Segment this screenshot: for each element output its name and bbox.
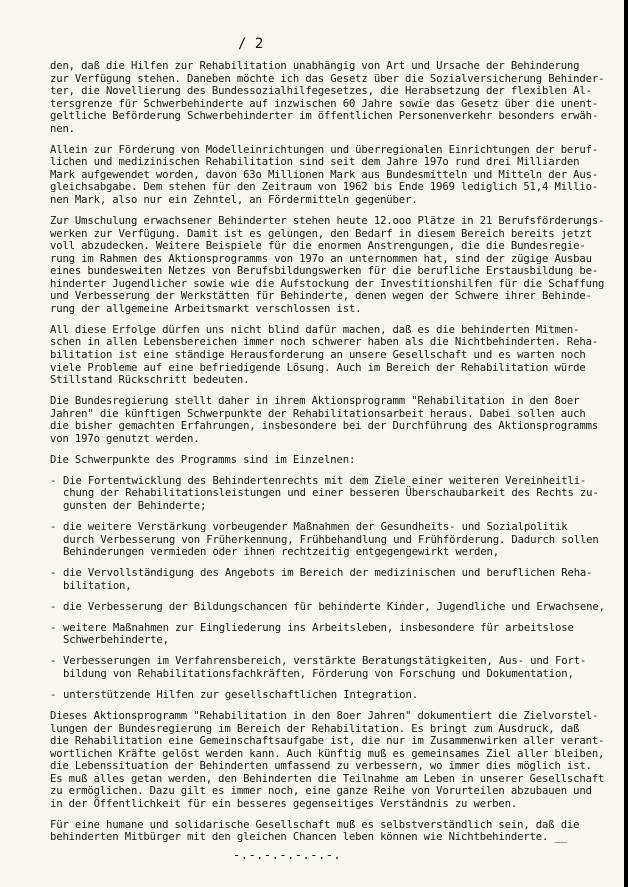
text-line: All diese Erfolge dürfen uns nicht blind dafür machen, daß es die behinderten Mitmen- <box>50 323 580 336</box>
text-line: ter, die Novellierung des Bundessozialhilfegesetzes, die Herabsetzung der flexiblen Al- <box>50 85 592 98</box>
text-line: Zur Umschulung erwachsener Behinderter stehen heute 12.ooo Plätze in 21 Berufsförderungs- <box>50 215 605 228</box>
bullet-dash: - <box>50 600 57 613</box>
text-line: die weitere Verstärkung vorbeugender Maßnahmen der Gesundheits- und Sozialpolitik <box>63 521 568 533</box>
text-line: tersgrenze für Schwerbehinderte auf inzwischen 60 Jahre sowie das Gesetz über die unent- <box>50 97 599 110</box>
text-line: Die Schwerpunkte des Programms sind im Einzelnen: <box>50 453 356 466</box>
text-line: chung der Rehabilitationsleistungen und einer besseren Überschaubarkeit des Rechts zu- <box>63 487 599 500</box>
paragraph-group-bottom <box>50 710 606 844</box>
text-line: die Lebenssituation der Behinderten umfassend zu verbessern, wo immer dies möglich ist. <box>50 760 592 773</box>
paragraph <box>50 710 606 810</box>
paragraph <box>50 60 606 135</box>
text-line: die bisher gemachten Erfahrungen, insbesondere bei der Durchführung des Aktionsprogramms <box>50 420 599 433</box>
text-line: Es muß alles getan werden, den Behinderten die Teilnahme am Leben in unserer Gesellschaft <box>50 772 605 785</box>
text-line: Die Bundesregierung stellt daher in ihrem Aktionsprogramm "Rehabilitation in den 8oer <box>50 395 580 408</box>
text-line: die Rehabilitation eine Gemeinschaftsaufgabe ist, die nur im Zusammenwirken aller verant- <box>50 735 605 748</box>
text-line: wortlichen Kräfte gelöst werden kann. Auch künftig muß es gemeinsames Ziel aller bleiben, <box>50 747 605 760</box>
text-line: behinderten Mitbürger mit den gleichen Chancen leben können wie Nichtbehinderte. __ <box>50 831 567 844</box>
text-line: weitere Maßnahmen zur Eingliederung ins Arbeitsleben, insbesondere für arbeitslose <box>63 621 574 634</box>
list-item <box>50 567 606 592</box>
text-line: Die Fortentwicklung des Behindertenrechts mit dem Ziele einer weiteren Vereinheitli- <box>63 474 587 487</box>
text-line: zu ermöglichen. Dazu gilt es immer noch, eine ganze Reihe von Vorurteilen abzubauen und <box>50 785 592 798</box>
text-line: gunsten der Behinderte; <box>63 499 207 512</box>
paragraph <box>50 144 606 207</box>
text-line: und Verbesserung der Werkstätten für Behinderte, denen wegen der Schwere ihrer Behinde- <box>50 290 592 303</box>
paragraph-group-top <box>50 60 606 466</box>
text-line: voll abzudecken. Weitere Beispiele für die enormen Anstrengungen, die die Bundesregie- <box>50 240 586 253</box>
text-line: Verbesserungen im Verfahrensbereich, verstärkte Beratungstätigkeiten, Aus- und Fort- <box>63 655 587 668</box>
paragraph <box>50 819 606 844</box>
list-item <box>50 655 606 680</box>
text-line: durch Verbesserung von Früherkennung, Frühbehandlung und Frühförderung. Dadurch sollen <box>63 533 599 546</box>
text-line: gleichsabgabe. Dem stehen für den Zeitraum von 1962 bis Ende 1969 lediglich 51,4 Millio- <box>50 181 599 194</box>
text-line: rung der allgemeine Arbeitsmarkt verschlossen ist. <box>50 302 362 315</box>
bullet-dash: - <box>50 474 57 487</box>
text-line: Behinderungen vermieden oder ihnen rechtzeitig entgegengewirkt werden, <box>63 546 499 559</box>
text-line: die Vervollständigung des Angebots im Bereich der medizinischen und beruflichen Reha- <box>63 567 593 580</box>
paragraph <box>50 454 606 467</box>
bullet-dash: - <box>50 521 57 533</box>
text-line: bilitation ist eine ständige Herausforderung an unsere Gesellschaft und es warten noch <box>50 348 586 361</box>
paragraph <box>50 324 606 387</box>
text-line: hinderter Jugendlicher sowie wie die Aufstockung der Investitionshilfen für die Schaffung <box>50 277 605 290</box>
bullet-dash: - <box>50 655 57 668</box>
text-line: lungen der Bundesregierung im Bereich der Rehabilitation. Es bringt zum Ausdruck, daß <box>50 722 580 735</box>
bullet-dash: - <box>50 621 57 634</box>
list-item <box>50 601 606 614</box>
page-number: / 2 <box>238 36 264 52</box>
list-item <box>50 689 606 702</box>
paragraph <box>50 395 606 445</box>
text-line: bilitation, <box>63 579 132 592</box>
body-text <box>50 60 606 852</box>
text-line: Schwerbehinderte, <box>63 634 169 647</box>
text-line: nen. <box>50 122 75 135</box>
text-line: die Verbesserung der Bildungschancen für behinderte Kinder, Jugendliche und Erwachsene, <box>63 600 605 613</box>
text-line: viele Probleme auf eine befriedigende Lösung. Auch im Bereich der Rehabilitation würde <box>50 361 586 374</box>
text-line: nen Mark, also nur ein Zehntel, an Fördermitteln gegenüber. <box>50 193 418 206</box>
text-line: eines bundesweiten Netzes von Berufsbildungswerken für die berufliche Erstausbildung be- <box>50 265 599 278</box>
text-line: bildung von Rehabilitationsfachkräften, Förderung von Forschung und Dokumentation, <box>63 667 574 680</box>
text-line: Allein zur Förderung von Modelleinrichtungen und überregionalen Einrichtungen der beruf- <box>50 143 599 156</box>
text-line: Stillstand Rückschritt bedeuten. <box>50 374 250 387</box>
text-line: geltliche Beförderung Schwerbehinderter im öffentlichen Personenverkehr besonders erwäh- <box>50 110 599 123</box>
text-line: Jahren" die künftigen Schwerpunkte der Rehabilitationsarbeit heraus. Dabei sollen auch <box>50 407 586 420</box>
priorities-list <box>50 475 606 702</box>
end-of-text-mark: -.-.-.-.-.-.-. <box>233 848 342 862</box>
list-item <box>50 475 606 513</box>
list-item <box>50 622 606 647</box>
text-line: in der Öffentlichkeit für ein besseres gegenseitiges Verständnis zu werben. <box>50 797 518 810</box>
text-line: Dieses Aktionsprogramm "Rehabilitation in den 8oer Jahren" dokumentiert die Zielvorstel- <box>50 710 599 723</box>
bullet-dash: - <box>50 567 57 580</box>
text-line: Mark aufgewendet worden, davon 63o Millionen Mark aus Bundesmitteln und Mitteln der Aus- <box>50 168 599 181</box>
text-line: unterstützende Hilfen zur gesellschaftlichen Integration. <box>63 688 418 701</box>
paragraph <box>50 215 606 315</box>
text-line: lichen und medizinischen Rehabilitation sind seit dem Jahre 197o rund drei Milliarden <box>50 156 580 169</box>
bullet-dash: - <box>50 688 57 701</box>
text-line: zur Verfügung stehen. Daneben möchte ich das Gesetz über die Sozialversicherung Behinder- <box>50 72 605 85</box>
list-item <box>50 521 606 559</box>
text-line: rung im Rahmen des Aktionsprogramms von 197o an unternommen hat, sind der zügige Ausbau <box>50 252 592 265</box>
text-line: Für eine humane und solidarische Gesellschaft muß es selbstverständlich sein, daß die <box>50 818 580 831</box>
text-line: den, daß die Hilfen zur Rehabilitation unabhängig von Art und Ursache der Behinderung <box>50 60 580 72</box>
text-line: schen in allen Lebensbereichen immer noch schwerer haben als die Nichtbehinderten. Reha- <box>50 336 599 349</box>
text-line: werken zur Verfügung. Damit ist es gelungen, den Bedarf in diesem Bereich bereits jetzt <box>50 227 592 240</box>
text-line: von 197o genutzt werden. <box>50 432 200 445</box>
